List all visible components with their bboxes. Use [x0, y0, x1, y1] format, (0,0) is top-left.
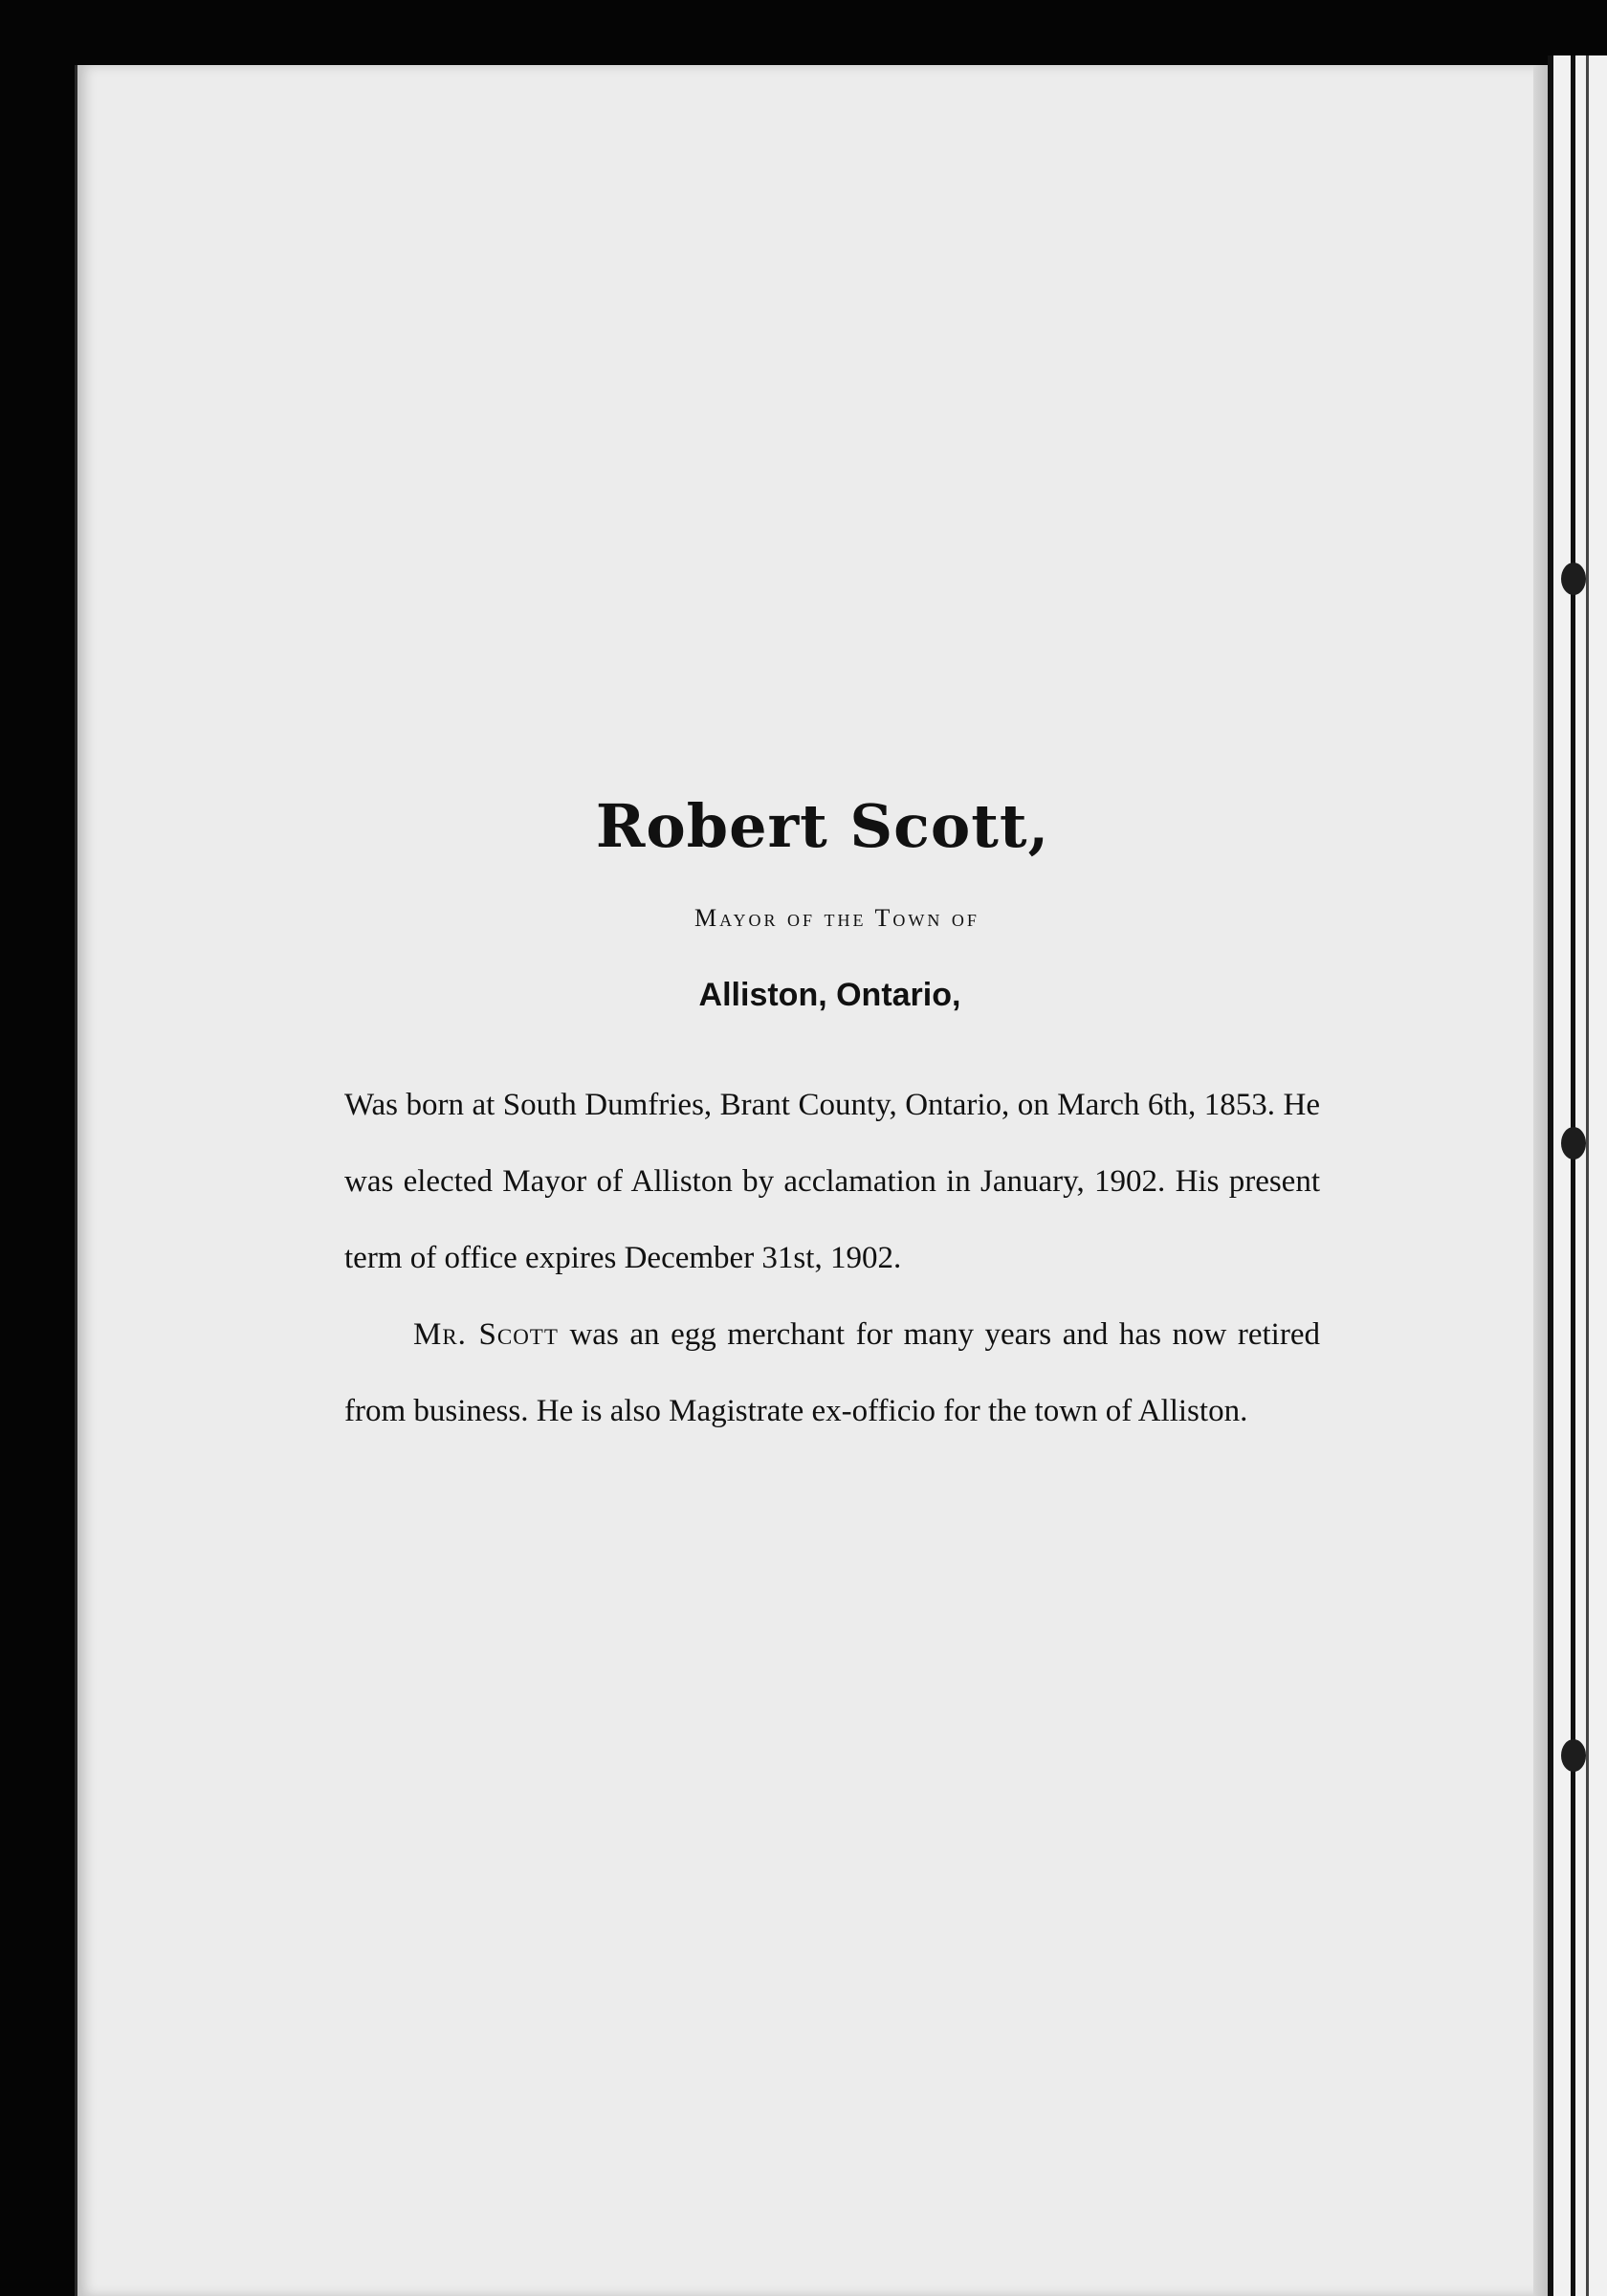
town-location: Alliston, Ontario, — [698, 976, 961, 1013]
book-binding — [1548, 55, 1607, 2296]
binding-thread — [1571, 55, 1575, 2296]
biography-paragraph: Was born at South Dumfries, Brant County, Ontario, on March 6th, 1853. He was elected Mayor of Alliston by acclamation in January, 1902. His present term of office expires December 31st, 1902. — [344, 1087, 1320, 1275]
name-small-caps: Mr. Scott — [413, 1316, 559, 1352]
office-title: Mayor of the Town of — [694, 903, 980, 932]
biography-paragraph — [344, 1296, 1320, 1449]
binding-stitch — [1561, 1739, 1586, 1772]
binding-fold — [1586, 55, 1589, 2296]
paragraph-text: was an egg merchant for many years and has now retired from business. He is also Magistrate ex-officio for the town of Alliston. — [344, 1316, 1320, 1428]
page-title: Robert Scott, — [595, 790, 1050, 861]
biography-content — [344, 751, 1320, 1449]
binding-stitch — [1561, 563, 1586, 595]
binding-stitch — [1561, 1127, 1586, 1159]
